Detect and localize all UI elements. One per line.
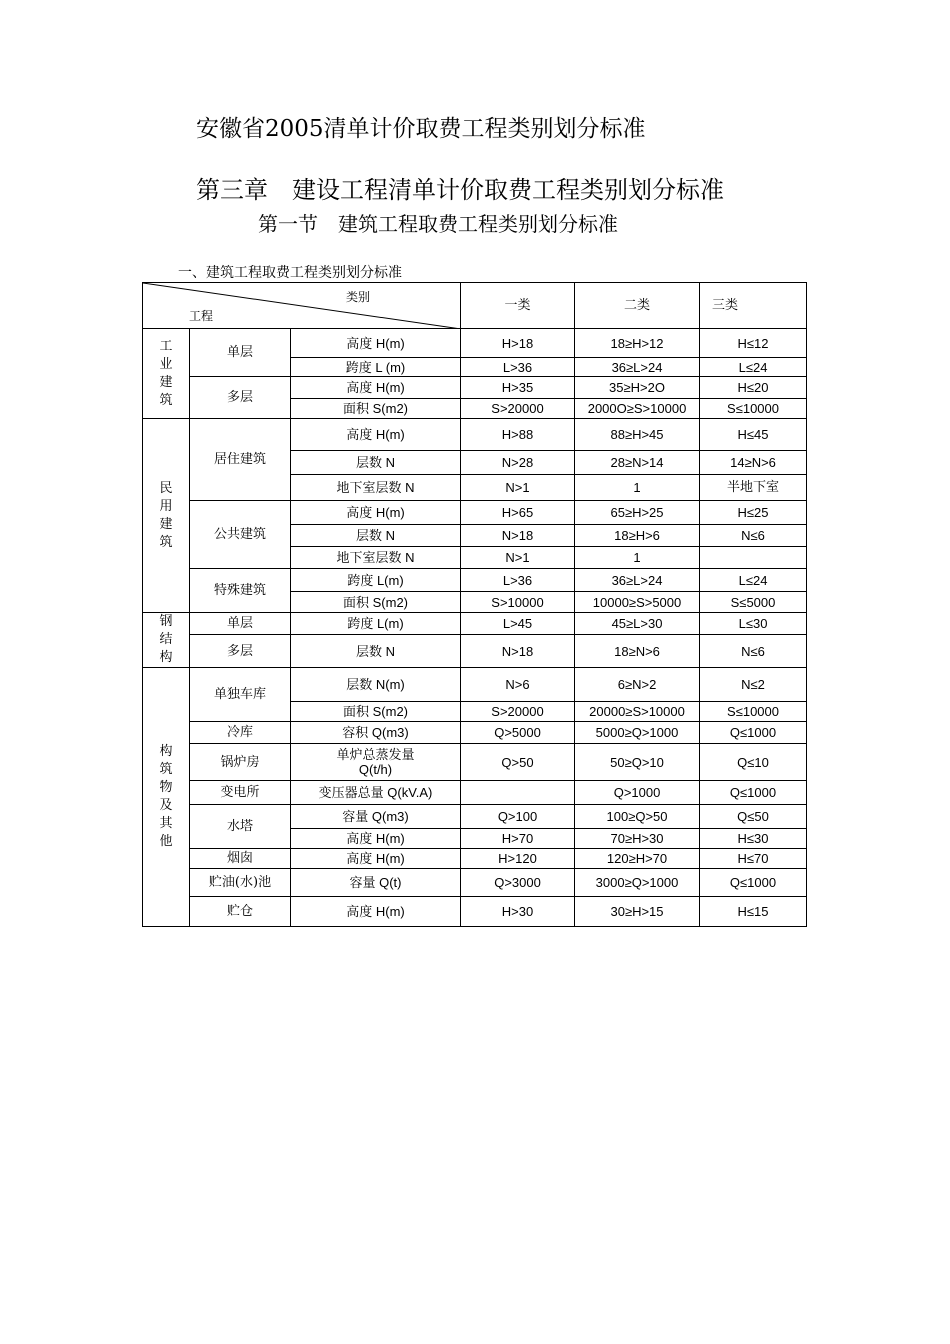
indicator-label: 高度 H(m) (346, 505, 405, 520)
class-3-value: N≤6 (700, 635, 807, 668)
indicator-cell (291, 668, 461, 702)
diagonal-header-cell (143, 283, 461, 329)
class-2-value: 36≥L>24 (575, 569, 700, 592)
class-3-value: Q≤10 (700, 744, 807, 781)
indicator-label: 高度 H(m) (346, 851, 405, 866)
indicator-label: 高度 H(m) (346, 831, 405, 846)
class-1-value: N>28 (461, 451, 575, 475)
class-1-value: S>10000 (461, 592, 575, 613)
indicator-label: 容量 Q(t) (349, 875, 402, 890)
indicator-cell (291, 547, 461, 569)
header-category-label: 类别 (346, 290, 371, 304)
class-3-value: H≤12 (700, 329, 807, 358)
class-1-value: Q>100 (461, 805, 575, 829)
class-2-value: 30≥H>15 (575, 897, 700, 927)
class-2-value: 18≥H>6 (575, 525, 700, 547)
indicator-label: 变压器总量 Q(kV.A) (318, 785, 433, 800)
class-1-value: N>18 (461, 635, 575, 668)
class-1-value (461, 781, 575, 805)
indicator-label: 面积 S(m2) (343, 704, 409, 719)
indicator-cell (291, 849, 461, 869)
indicator-cell (291, 805, 461, 829)
header-class-3: 三类 (700, 283, 807, 329)
class-3-value: L≤30 (700, 613, 807, 635)
document-title: 安徽省2005清单计价取费工程类别划分标准 (196, 116, 646, 142)
indicator-label: 单炉总蒸发量 (336, 747, 415, 762)
class-3-value: H≤70 (700, 849, 807, 869)
class-1-value: H>30 (461, 897, 575, 927)
class-3-value: S≤10000 (700, 702, 807, 722)
class-3-value: L≤24 (700, 569, 807, 592)
indicator-cell (291, 399, 461, 419)
class-3-value: Q≤1000 (700, 722, 807, 744)
indicator-label: 高度 H(m) (346, 904, 405, 919)
indicator-cell (291, 329, 461, 358)
class-2-value: 18≥N>6 (575, 635, 700, 668)
subcategory-cell: 多层 (190, 377, 291, 419)
class-3-value: H≤25 (700, 501, 807, 525)
class-2-value: 70≥H>30 (575, 829, 700, 849)
class-2-value: 3000≥Q>1000 (575, 869, 700, 897)
class-2-value: 1 (575, 475, 700, 501)
class-3-value: S≤10000 (700, 399, 807, 419)
indicator-cell (291, 744, 461, 781)
class-2-value: 120≥H>70 (575, 849, 700, 869)
indicator-label: 跨度 L(m) (347, 616, 404, 631)
indicator-label: 层数 N(m) (346, 677, 405, 692)
indicator-label: 跨度 L(m) (347, 572, 404, 588)
indicator-cell (291, 869, 461, 897)
table-row (143, 419, 807, 451)
class-1-value: H>88 (461, 419, 575, 451)
indicator-cell (291, 377, 461, 399)
indicator-label: 高度 H(m) (346, 335, 405, 351)
table-row (143, 869, 807, 897)
class-3-value: H≤20 (700, 377, 807, 399)
class-1-value: H>65 (461, 501, 575, 525)
table-row (143, 668, 807, 702)
subcategory-cell: 单层 (190, 329, 291, 377)
class-1-value: H>70 (461, 829, 575, 849)
class-1-value: L>45 (461, 613, 575, 635)
indicator-label: 层数 N (356, 528, 396, 543)
class-1-value: Q>5000 (461, 722, 575, 744)
class-3-value: Q≤50 (700, 805, 807, 829)
indicator-cell (291, 702, 461, 722)
class-2-value: 35≥H>2O (575, 377, 700, 399)
class-2-value: 5000≥Q>1000 (575, 722, 700, 744)
table-header-row (143, 283, 807, 329)
group-civil: 民用建筑 (143, 419, 190, 613)
class-1-value: L>36 (461, 358, 575, 377)
group-steel: 钢结构 (143, 613, 190, 668)
indicator-cell (291, 501, 461, 525)
indicator-label: 面积 S(m2) (343, 401, 409, 416)
class-2-value: 6≥N>2 (575, 668, 700, 702)
class-3-value: Q≤1000 (700, 781, 807, 805)
subcategory-cell: 水塔 (190, 805, 291, 849)
subcategory-cell: 单层 (190, 613, 291, 635)
indicator-cell (291, 525, 461, 547)
table-row (143, 722, 807, 744)
class-3-value: N≤6 (700, 525, 807, 547)
group-industrial: 工业建筑 (143, 329, 190, 419)
class-2-value: 88≥H>45 (575, 419, 700, 451)
class-3-value: L≤24 (700, 358, 807, 377)
indicator-cell (291, 781, 461, 805)
class-3-value: N≤2 (700, 668, 807, 702)
class-1-value: H>18 (461, 329, 575, 358)
indicator-cell (291, 635, 461, 668)
class-3-value: H≤15 (700, 897, 807, 927)
subsection-heading: 一、建筑工程取费工程类别划分标准 (178, 265, 402, 281)
subcategory-cell: 冷库 (190, 722, 291, 744)
table-row (143, 805, 807, 829)
class-2-value: 45≥L>30 (575, 613, 700, 635)
class-1-value: Q>3000 (461, 869, 575, 897)
class-2-value: Q>1000 (575, 781, 700, 805)
section-heading: 第一节 建筑工程取费工程类别划分标准 (258, 212, 618, 236)
class-3-value: S≤5000 (700, 592, 807, 613)
class-2-value: 10000≥S>5000 (575, 592, 700, 613)
table-row (143, 849, 807, 869)
class-3-value: Q≤1000 (700, 869, 807, 897)
subcategory-cell: 居住建筑 (190, 419, 291, 501)
class-3-value: 半地下室 (700, 475, 807, 501)
group-structures: 构筑物及其他 (143, 668, 190, 927)
indicator-unit: Q(t/h) (358, 762, 393, 777)
indicator-cell (291, 358, 461, 377)
indicator-label: 跨度 L (m) (345, 359, 406, 375)
header-project-label: 工程 (189, 309, 214, 323)
class-1-value: H>35 (461, 377, 575, 399)
table-row (143, 329, 807, 358)
table-row (143, 897, 807, 927)
indicator-label: 高度 H(m) (346, 427, 405, 442)
subcategory-cell: 公共建筑 (190, 501, 291, 569)
indicator-cell (291, 451, 461, 475)
header-class-1: 一类 (461, 283, 575, 329)
subcategory-cell: 锅炉房 (190, 744, 291, 781)
indicator-label: 地下室层数 N (336, 550, 415, 565)
table-row (143, 744, 807, 781)
class-2-value: 28≥N>14 (575, 451, 700, 475)
subcategory-cell: 变电所 (190, 781, 291, 805)
table-row (143, 635, 807, 668)
class-2-value: 20000≥S>10000 (575, 702, 700, 722)
indicator-label: 高度 H(m) (346, 380, 405, 395)
class-2-value: 65≥H>25 (575, 501, 700, 525)
indicator-cell (291, 829, 461, 849)
indicator-label: 层数 N (356, 643, 396, 659)
class-2-value: 18≥H>12 (575, 329, 700, 358)
table-row (143, 613, 807, 635)
class-1-value: S>20000 (461, 702, 575, 722)
indicator-label: 地下室层数 N (336, 480, 415, 495)
class-2-value: 2000O≥S>10000 (575, 399, 700, 419)
class-2-value: 1 (575, 547, 700, 569)
subcategory-cell: 单独车库 (190, 668, 291, 722)
class-1-value: N>18 (461, 525, 575, 547)
class-2-value: 36≥L>24 (575, 358, 700, 377)
subcategory-cell: 多层 (190, 635, 291, 668)
indicator-cell (291, 475, 461, 501)
indicator-cell (291, 613, 461, 635)
indicator-cell (291, 419, 461, 451)
table-row (143, 501, 807, 525)
indicator-cell (291, 569, 461, 592)
header-class-2: 二类 (575, 283, 700, 329)
class-2-value: 100≥Q>50 (575, 805, 700, 829)
class-3-value: H≤30 (700, 829, 807, 849)
class-3-value: 14≥N>6 (700, 451, 807, 475)
subcategory-cell: 烟囱 (190, 849, 291, 869)
class-3-value (700, 547, 807, 569)
indicator-cell (291, 592, 461, 613)
classification-table (142, 282, 807, 927)
class-1-value: N>1 (461, 475, 575, 501)
class-1-value: H>120 (461, 849, 575, 869)
indicator-cell (291, 722, 461, 744)
class-1-value: N>1 (461, 547, 575, 569)
table-row (143, 377, 807, 399)
class-1-value: Q>50 (461, 744, 575, 781)
subcategory-cell: 贮仓 (190, 897, 291, 927)
indicator-label: 容量 Q(m3) (342, 809, 409, 824)
indicator-label: 容积 Q(m3) (342, 725, 409, 740)
class-1-value: S>20000 (461, 399, 575, 419)
indicator-label: 面积 S(m2) (343, 594, 409, 610)
indicator-label: 层数 N (356, 455, 396, 470)
chapter-heading: 第三章 建设工程清单计价取费工程类别划分标准 (196, 176, 724, 204)
table-row (143, 781, 807, 805)
class-1-value: L>36 (461, 569, 575, 592)
subcategory-cell: 贮油(水)池 (190, 869, 291, 897)
table-row (143, 569, 807, 592)
class-2-value: 50≥Q>10 (575, 744, 700, 781)
class-3-value: H≤45 (700, 419, 807, 451)
subcategory-cell: 特殊建筑 (190, 569, 291, 613)
class-1-value: N>6 (461, 668, 575, 702)
indicator-cell (291, 897, 461, 927)
